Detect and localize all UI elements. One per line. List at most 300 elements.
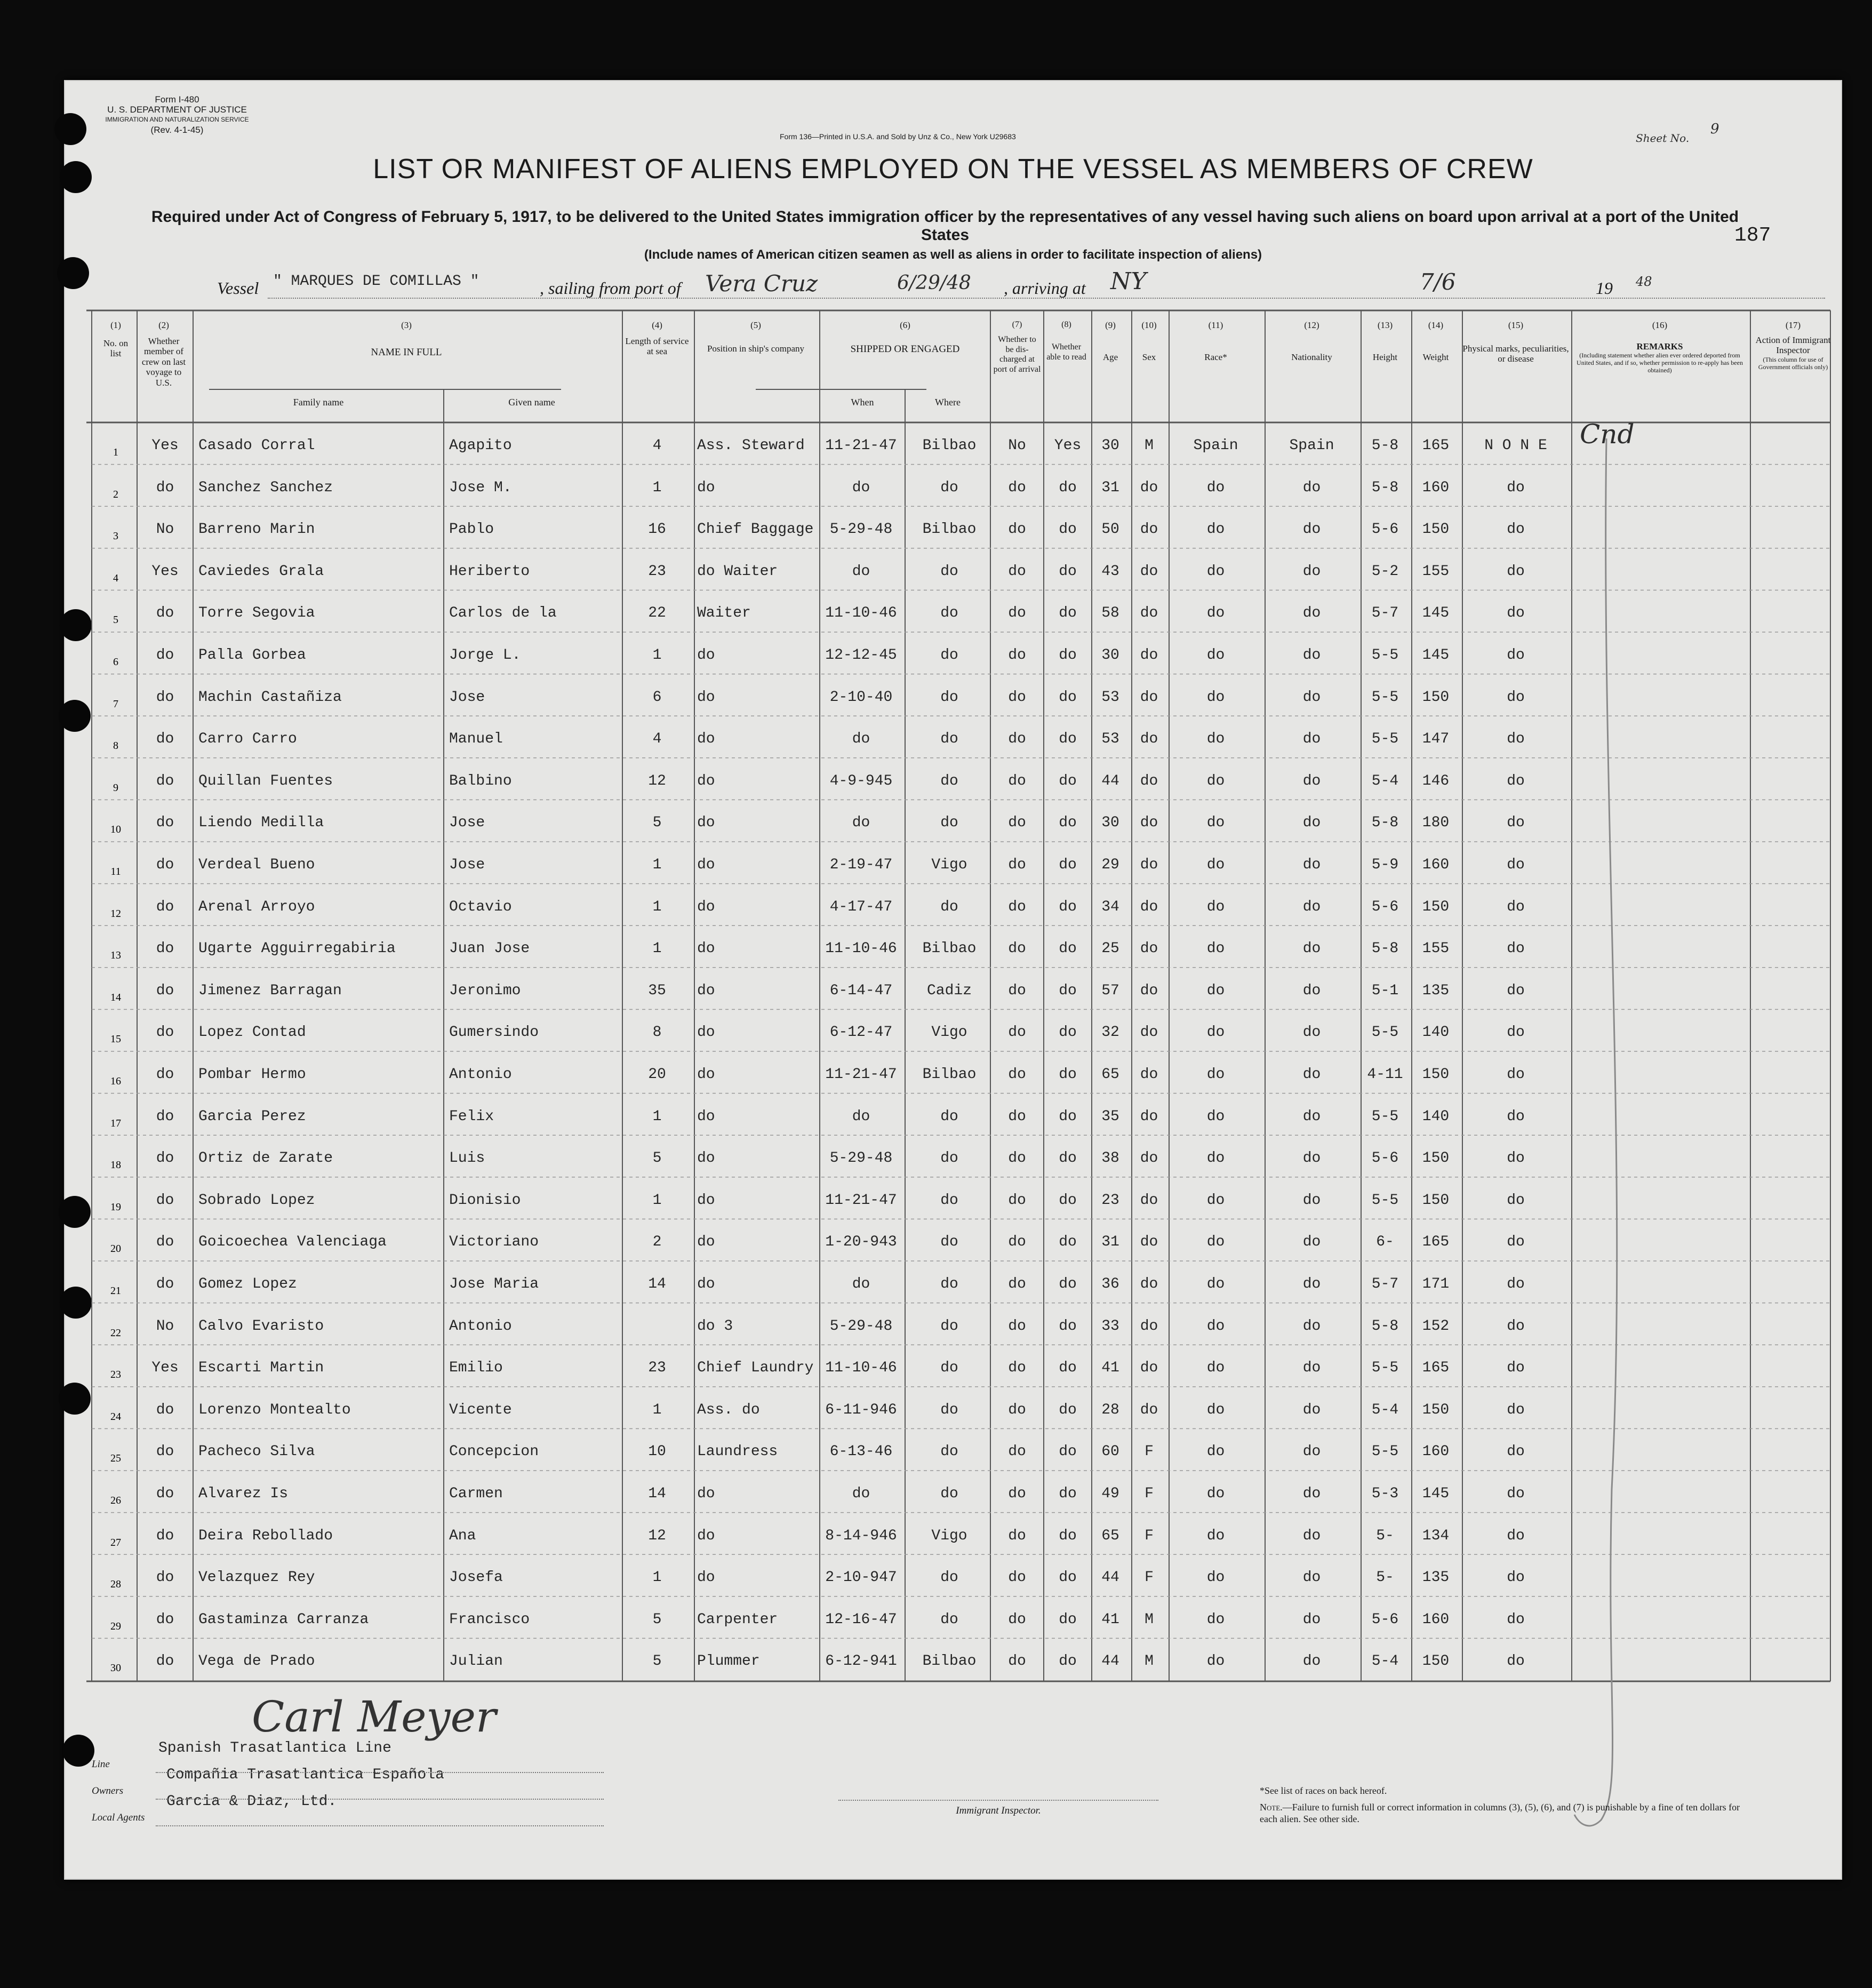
cell-weight: 150 [1422,1150,1450,1167]
cell-where: do [940,1569,958,1586]
cell-disch: do [1008,1443,1026,1460]
cell-given: Julian [449,1653,503,1670]
cell-sex: do [1140,857,1158,873]
cell-position: Ass. Steward [697,437,805,454]
cell-family: Deira Rebollado [198,1527,333,1544]
cell-family: Garcia Perez [198,1108,306,1125]
cell-weight: 150 [1422,689,1450,706]
cell-service: 1 [652,1401,662,1418]
cell-height: 5-5 [1371,1024,1399,1041]
page-title: LIST OR MANIFEST OF ALIENS EMPLOYED ON THE VESSEL AS MEMBERS OF CREW [373,154,1533,185]
cell-weight: 150 [1422,1653,1450,1670]
cell-position: do [697,1276,715,1292]
cell-prev: do [156,731,174,748]
cell-where: do [940,731,958,748]
cell-prev: do [156,1611,174,1628]
cell-disch: do [1008,940,1026,957]
sheet-number: 9 [1710,121,1719,137]
cell-sex: do [1140,731,1158,748]
instruction-note: (Include names of American citizen seamen as well as aliens in order to facilitate inspection of aliens) [644,247,1262,262]
cell-weight: 155 [1422,563,1450,580]
cell-read: do [1059,1234,1077,1251]
cell-read: do [1059,1569,1077,1586]
cell-position: do [697,1150,715,1167]
cell-disch: do [1008,1527,1026,1544]
cell-disch: do [1008,898,1026,915]
cell-read: do [1059,1527,1077,1544]
cell-marks: do [1507,731,1525,748]
cell-disch: do [1008,1276,1026,1292]
cell-height: 5-3 [1371,1486,1399,1502]
cell-where: do [940,479,958,496]
cell-read: do [1059,1318,1077,1335]
cell-disch: No [1008,437,1026,454]
cell-sex: do [1140,479,1158,496]
cell-race: do [1206,1024,1225,1041]
cell-given: Jose [449,815,485,832]
cell-age: 44 [1101,1569,1119,1586]
cell-race: do [1206,1401,1225,1418]
department-name: U. S. DEPARTMENT OF JUSTICE [107,105,247,115]
col7-header: (7) Whether to be dis- charged at port of arrival [993,320,1041,374]
cell-prev: do [156,1486,174,1502]
cell-position: do [697,1024,715,1041]
cell-marks: do [1507,898,1525,915]
cell-disch: do [1008,731,1026,748]
cell-marks: do [1507,1401,1525,1418]
cell-prev: do [156,1653,174,1670]
cell-service: 23 [648,1360,666,1377]
cell-disch: do [1008,1066,1026,1083]
cell-where: Bilbao [922,1653,977,1670]
cell-disch: do [1008,647,1026,664]
col12-header: (12) Nationality [1291,320,1332,362]
cell-position: Chief Baggage [697,521,814,538]
cell-where: Bilbao [922,940,977,957]
cell-when: do [852,1276,870,1292]
cell-position: Laundress [697,1443,778,1460]
arrival-date: 7/6 [1420,269,1456,295]
cell-given: Ana [449,1527,476,1544]
cell-family: Vega de Prado [198,1653,315,1670]
cell-height: 5-5 [1371,1360,1399,1377]
cell-nat: do [1302,898,1321,915]
cell-weight: 145 [1422,605,1450,622]
line-label: Line [92,1759,110,1770]
cell-height: 5-5 [1371,647,1399,664]
port-of-departure: Vera Cruz [705,270,818,297]
cell-height: 5-8 [1371,437,1399,454]
cell-service: 22 [648,605,666,622]
cell-where: Cadiz [926,982,972,999]
cell-read: do [1059,898,1077,915]
cell-marks: do [1507,1443,1525,1460]
cell-where: do [940,1150,958,1167]
cell-prev: do [156,479,174,496]
cell-disch: do [1008,1569,1026,1586]
cell-disch: do [1008,1234,1026,1251]
cell-where: Bilbao [922,1066,977,1083]
vessel-label: Vessel [217,278,259,298]
cell-family: Palla Gorbea [198,647,306,664]
cell-height: 5-5 [1371,1108,1399,1125]
page-subtitle: Required under Act of Congress of February 5, 1917, to be delivered to the United States immigration officer by the representatives of any vessel having such aliens on board upon arrival at a port of the United States [151,208,1739,244]
cell-nat: do [1302,1401,1321,1418]
cell-where: Bilbao [922,521,977,538]
cell-position: do [697,1569,715,1586]
cell-no: 28 [110,1578,121,1591]
cell-given: Antonio [449,1066,512,1083]
cell-read: do [1059,731,1077,748]
owners-underline [156,1799,604,1800]
cell-where: Vigo [931,1527,967,1544]
cell-position: do [697,731,715,748]
cell-no: 24 [110,1410,121,1423]
cell-race: do [1206,479,1225,496]
cell-age: 31 [1101,1234,1119,1251]
cell-height: 5- [1376,1527,1394,1544]
cell-race: do [1206,689,1225,706]
cell-when: 4-17-47 [829,898,893,915]
cell-sex: do [1140,1024,1158,1041]
cell-prev: do [156,1108,174,1125]
col13-header: (13) Height [1372,320,1398,362]
cell-nat: do [1302,815,1321,832]
cell-service: 5 [652,1653,662,1670]
cell-when: do [852,563,870,580]
cell-position: do [697,857,715,873]
cell-height: 5- [1376,1569,1394,1586]
cell-marks: do [1507,772,1525,789]
cell-where: Bilbao [922,437,977,454]
col4-header: (4) Length of service at sea [625,320,689,357]
arriving-label: , arriving at [1004,278,1086,298]
cell-disch: do [1008,605,1026,622]
cell-given: Antonio [449,1318,512,1335]
cell-position: do [697,772,715,789]
cell-race: do [1206,1276,1225,1292]
cell-when: 5-29-48 [829,521,893,538]
cell-height: 5-8 [1371,940,1399,957]
cell-position: do [697,479,715,496]
cell-where: do [940,1318,958,1335]
cell-family: Pacheco Silva [198,1443,315,1460]
cell-family: Ortiz de Zarate [198,1150,333,1167]
cell-weight: 146 [1422,772,1450,789]
cell-family: Liendo Medilla [198,815,324,832]
col3-header: (3) NAME IN FULL [371,320,442,358]
cell-nat: do [1302,1569,1321,1586]
cell-family: Quillan Fuentes [198,772,333,789]
cell-position: do Waiter [697,563,778,580]
cell-height: 5-8 [1371,1318,1399,1335]
cell-family: Escarti Martin [198,1360,324,1377]
cell-position: do [697,982,715,999]
cell-service: 16 [648,521,666,538]
cell-read: do [1059,940,1077,957]
cell-when: do [852,1108,870,1125]
cell-weight: 145 [1422,1486,1450,1502]
cell-service [625,1318,689,1336]
where-header: Where [935,397,961,408]
cell-prev: do [156,1024,174,1041]
cell-no: 3 [113,530,118,542]
cell-position: do 3 [697,1318,733,1335]
cell-read: do [1059,815,1077,832]
cell-when: 6-14-47 [829,982,893,999]
cell-nat: do [1302,1192,1321,1209]
cell-marks: do [1507,1486,1525,1502]
cell-when: 5-29-48 [829,1318,893,1335]
cell-given: Jose M. [449,479,512,496]
cell-prev: do [156,689,174,706]
cell-marks: do [1507,857,1525,873]
cell-position: do [697,1066,715,1083]
inspector-signature: Carl Meyer [252,1692,497,1742]
cell-when: 2-19-47 [829,857,893,873]
cell-nat: do [1302,1653,1321,1670]
cell-height: 4-11 [1367,1066,1403,1083]
cell-no: 11 [110,866,121,877]
remarks-bracket-stroke [1569,422,1676,1836]
cell-prev: do [156,1443,174,1460]
cell-disch: do [1008,563,1026,580]
cell-weight: 160 [1422,479,1450,496]
cell-position: Chief Laundry [697,1360,814,1377]
cell-remarks: Cnd [1580,419,1635,450]
cell-where: do [940,689,958,706]
cell-prev: No [156,1318,174,1335]
owners-label: Owners [92,1785,124,1797]
cell-where: do [940,1443,958,1460]
cell-service: 14 [648,1486,666,1502]
departure-date: 6/29/48 [897,272,971,294]
cell-when: 12-12-45 [825,647,897,664]
cell-given: Jose [449,857,485,873]
cell-height: 5-7 [1371,605,1399,622]
cell-age: 43 [1101,563,1119,580]
cell-age: 49 [1101,1486,1119,1502]
cell-age: 35 [1101,1108,1119,1125]
cell-weight: 145 [1422,647,1450,664]
cell-given: Concepcion [449,1443,539,1460]
cell-where: do [940,772,958,789]
cell-given: Emilio [449,1360,503,1377]
cell-service: 14 [648,1276,666,1292]
penalty-note: Note.—Failure to furnish full or correct information in columns (3), (5), (6), and (7) is punishable by a fine of ten dollars for each alien. See other side. [1260,1802,1740,1824]
cell-sex: do [1140,1066,1158,1083]
cell-marks: do [1507,815,1525,832]
cell-height: 5-6 [1371,898,1399,915]
cell-family: Casado Corral [198,437,315,454]
cell-weight: 165 [1422,437,1450,454]
cell-no: 1 [113,446,118,458]
cell-marks: do [1507,1150,1525,1167]
cell-height: 5-9 [1371,857,1399,873]
col5-header: (5) Position in ship's company [707,320,805,354]
cell-nat: do [1302,1150,1321,1167]
cell-height: 5-2 [1371,563,1399,580]
cell-prev: do [156,1527,174,1544]
cell-nat: do [1302,857,1321,873]
cell-read: do [1059,982,1077,999]
cell-disch: do [1008,689,1026,706]
cell-height: 5-6 [1371,1611,1399,1628]
cell-marks: do [1507,1276,1525,1292]
col15-header: (15) Physical marks, peculiarities, or disease [1462,320,1569,364]
cell-disch: do [1008,815,1026,832]
cell-disch: do [1008,1611,1026,1628]
cell-read: do [1059,563,1077,580]
cell-race: do [1206,1569,1225,1586]
cell-marks: do [1507,1569,1525,1586]
cell-no: 26 [110,1495,121,1506]
cell-height: 5-7 [1371,1276,1399,1292]
cell-family: Lorenzo Montealto [198,1401,351,1418]
cell-family: Alvarez Is [198,1486,289,1502]
cell-age: 41 [1101,1611,1119,1628]
cell-read: do [1059,647,1077,664]
cell-sex: F [1145,1527,1154,1544]
cell-nat: do [1302,1024,1321,1041]
cell-age: 38 [1101,1150,1119,1167]
cell-position: do [697,647,715,664]
col2-header: (2) Whether member of crew on last voyage to U.S. [141,320,186,388]
cell-when: 2-10-947 [825,1569,897,1586]
cell-given: Dionisio [449,1192,521,1209]
cell-given: Josefa [449,1569,503,1586]
cell-nat: do [1302,1360,1321,1377]
cell-height: 5-5 [1371,731,1399,748]
cell-service: 1 [652,857,662,873]
cell-sex: do [1140,898,1158,915]
cell-family: Pombar Hermo [198,1066,306,1083]
cell-given: Francisco [449,1611,530,1628]
cell-nat: do [1302,1527,1321,1544]
cell-nat: do [1302,1276,1321,1292]
cell-service: 12 [648,1527,666,1544]
cell-marks: N O N E [1484,437,1547,454]
cell-age: 23 [1101,1192,1119,1209]
cell-race: do [1206,772,1225,789]
owners-value: Compañia Trasatlantica Española [166,1767,444,1783]
cell-when: 6-12-941 [825,1653,897,1670]
cell-race: do [1206,1066,1225,1083]
cell-age: 31 [1101,479,1119,496]
cell-race: do [1206,940,1225,957]
cell-prev: do [156,857,174,873]
cell-where: do [940,1276,958,1292]
cell-weight: 180 [1422,815,1450,832]
cell-prev: do [156,898,174,915]
cell-service: 1 [652,898,662,915]
cell-race: do [1206,815,1225,832]
cell-where: do [940,1401,958,1418]
revision-date: (Rev. 4-1-45) [150,125,204,135]
cell-marks: do [1507,1108,1525,1125]
manifest-sheet [64,80,1842,1880]
cell-sex: do [1140,563,1158,580]
cell-read: do [1059,1024,1077,1041]
cell-no: 25 [110,1452,121,1465]
cell-height: 5-5 [1371,1192,1399,1209]
cell-position: Carpenter [697,1611,778,1628]
cell-service: 1 [652,1108,662,1125]
cell-prev: do [156,1234,174,1251]
cell-sex: F [1145,1569,1154,1586]
cell-given: Balbino [449,772,512,789]
cell-nat: do [1302,1318,1321,1335]
cell-sex: do [1140,1108,1158,1125]
cell-disch: do [1008,1192,1026,1209]
cell-height: 5-4 [1371,772,1399,789]
cell-when: 6-12-47 [829,1024,893,1041]
cell-disch: do [1008,857,1026,873]
cell-race: do [1206,1318,1225,1335]
cell-when: 8-14-946 [825,1527,897,1544]
cell-no: 6 [113,656,118,668]
given-name-header: Given name [508,397,555,408]
cell-when: 6-13-46 [829,1443,893,1460]
cell-where: do [940,1108,958,1125]
cell-sex: do [1140,1276,1158,1292]
cell-prev: No [156,521,174,538]
cell-disch: do [1008,1360,1026,1377]
cell-no: 9 [113,781,118,794]
cell-family: Gomez Lopez [198,1276,297,1292]
cell-race: do [1206,1653,1225,1670]
cell-disch: do [1008,1024,1026,1041]
cell-marks: do [1507,647,1525,664]
form-number: Form I-480 [155,94,199,105]
cell-family: Calvo Evaristo [198,1318,324,1335]
cell-read: do [1059,1443,1077,1460]
cell-where: do [940,1360,958,1377]
cell-race: do [1206,647,1225,664]
cell-height: 5-1 [1371,982,1399,999]
cell-height: 5-5 [1371,689,1399,706]
cell-no: 13 [110,949,121,962]
cell-read: do [1059,1108,1077,1125]
cell-nat: do [1302,521,1321,538]
cell-disch: do [1008,982,1026,999]
cell-no: 5 [113,614,118,626]
cell-age: 30 [1101,437,1119,454]
cell-sex: M [1145,1653,1154,1670]
cell-sex: do [1140,647,1158,664]
cell-read: do [1059,1401,1077,1418]
cell-sex: F [1145,1443,1154,1460]
cell-service: 2 [652,1234,662,1251]
col9-header: (9) Age [1102,320,1118,362]
agents-value: Garcia & Diaz, Ltd. [166,1793,337,1810]
cell-age: 33 [1101,1318,1119,1335]
cell-nat: do [1302,647,1321,664]
cell-when: do [852,815,870,832]
cell-read: do [1059,1653,1077,1670]
cell-when: do [852,479,870,496]
cell-race: do [1206,1443,1225,1460]
cell-read: do [1059,1611,1077,1628]
agents-underline [156,1825,604,1826]
cell-weight: 150 [1422,521,1450,538]
cell-race: do [1206,1234,1225,1251]
cell-nat: Spain [1289,437,1334,454]
cell-service: 1 [652,1192,662,1209]
cell-marks: do [1507,605,1525,622]
cell-prev: do [156,1276,174,1292]
cell-race: do [1206,563,1225,580]
